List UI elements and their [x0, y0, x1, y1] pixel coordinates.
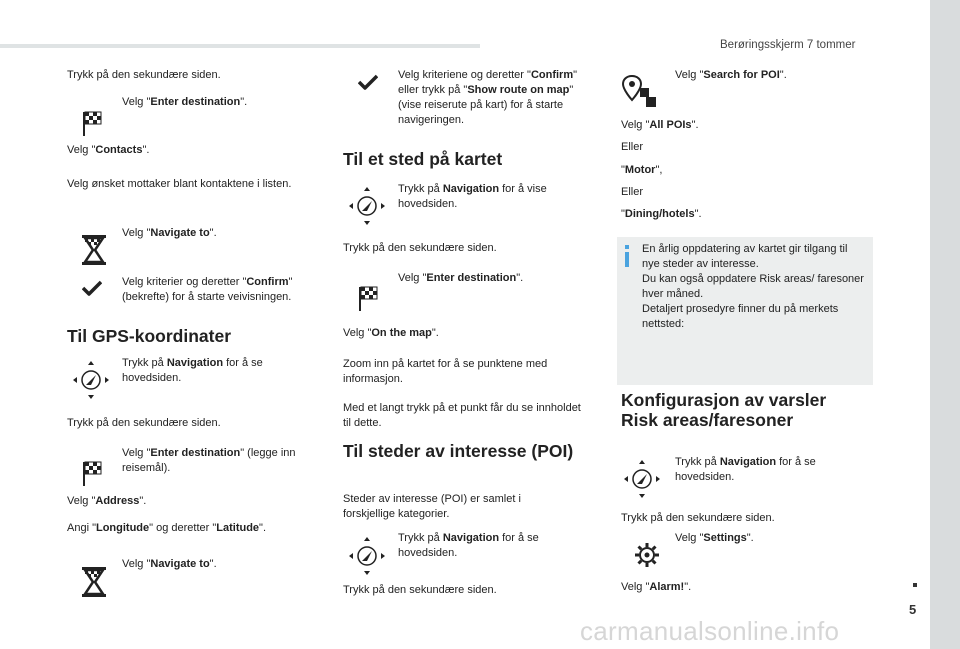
page-marker — [913, 583, 917, 587]
text-c3-p10: Velg "Alarm!". — [621, 581, 692, 593]
text-c1-p6: Velg kriterier og deretter "Confirm" (bekrefte) for å starte veivisningen. — [122, 276, 293, 303]
hourglass-icon — [80, 234, 108, 266]
poi-search-icon — [622, 74, 658, 110]
checkered-flag-icon — [82, 460, 102, 486]
header-title: Berøringsskjerm 7 tommer — [720, 39, 856, 51]
text-c1-p1: Trykk på den sekundære siden. — [67, 69, 221, 81]
heading-gps: Til GPS-koordinater — [67, 326, 232, 346]
heading-alarm — [621, 390, 826, 430]
text-c3-p5: Eller — [621, 186, 644, 198]
text-c3-p7: Trykk på Navigation for å se hovedsiden. — [675, 456, 816, 483]
text-c3-p3: Eller — [621, 141, 644, 153]
text-c1-p7: Trykk på Navigation for å se hovedsiden. — [122, 357, 263, 384]
navigation-arrows-icon — [72, 360, 112, 400]
text-c1-p8: Trykk på den sekundære siden. — [67, 417, 221, 429]
text-c1-p12: Velg "Navigate to". — [122, 558, 217, 570]
hourglass-icon — [80, 566, 108, 598]
header-rule — [0, 44, 480, 48]
text-c1-p9: Velg "Enter destination" (legge inn reisemål). — [122, 447, 296, 474]
text-c1-p2: Velg "Enter destination". — [122, 96, 248, 108]
info-icon — [625, 245, 629, 267]
heading-alarm-line2: Risk areas/faresoner — [621, 410, 794, 430]
settings-gear-icon — [634, 542, 660, 568]
text-c3-p8: Trykk på den sekundære siden. — [621, 512, 775, 524]
side-tab — [930, 0, 960, 649]
text-c3-p9: Velg "Settings". — [675, 532, 754, 544]
text-c1-p4: Velg ønsket mottaker blant kontaktene i listen. — [67, 178, 292, 190]
text-c2-p10: Trykk på den sekundære siden. — [343, 584, 497, 596]
navigation-arrows-icon — [623, 459, 663, 499]
text-c3-p2: Velg "All POIs". — [621, 119, 699, 131]
text-c1-p11: Angi "Longitude" og deretter "Latitude". — [67, 522, 267, 534]
navigation-arrows-icon — [348, 186, 388, 226]
heading-map: Til et sted på kartet — [343, 149, 503, 169]
checkmark-icon — [82, 280, 102, 296]
checkered-flag-icon — [358, 285, 378, 311]
watermark: carmanualsonline.info — [580, 616, 840, 646]
text-c2-p8: Steder av interesse (POI) er samlet i forskjellige kategorier. — [343, 493, 521, 520]
text-c3-p6: "Dining/hotels". — [621, 208, 702, 220]
text-c3-p1: Velg "Search for POI". — [675, 69, 787, 81]
checkered-flag-icon — [82, 110, 102, 136]
text-c2-p3: Trykk på den sekundære siden. — [343, 242, 497, 254]
text-c1-p10: Velg "Address". — [67, 495, 147, 507]
text-c2-p5: Velg "On the map". — [343, 327, 439, 339]
text-c2-p2: Trykk på Navigation for å vise hovedsiden. — [398, 183, 547, 210]
text-c3-p4: "Motor", — [621, 164, 663, 176]
text-c2-p4: Velg "Enter destination". — [398, 272, 524, 284]
text-c2-p6: Zoom inn på kartet for å se punktene med informasjon. — [343, 358, 548, 385]
page-number: 5 — [909, 602, 917, 617]
navigation-arrows-icon — [348, 536, 388, 576]
heading-alarm-line1: Konfigurasjon av varsler — [621, 390, 827, 410]
text-c2-p1: Velg kriteriene og deretter "Confirm" eller trykk på "Show route on map" (vise reiserute på kart) for å starte navigeringen. — [398, 69, 578, 126]
info-text: En årlig oppdatering av kartet gir tilgang til nye steder av interesse. Du kan også oppdatere Risk areas/ faresoner hver måned. Detaljert prosedyre finner du på merkets nettsted: — [642, 243, 864, 330]
text-c1-p3: Velg "Contacts". — [67, 144, 150, 156]
text-c2-p7: Med et langt trykk på et punkt får du se innholdet til dette. — [343, 402, 581, 429]
text-c1-p5: Velg "Navigate to". — [122, 227, 217, 239]
heading-poi: Til steder av interesse (POI) — [343, 441, 574, 461]
checkmark-icon — [358, 74, 378, 90]
info-box — [617, 237, 873, 385]
text-c2-p9: Trykk på Navigation for å se hovedsiden. — [398, 532, 539, 559]
